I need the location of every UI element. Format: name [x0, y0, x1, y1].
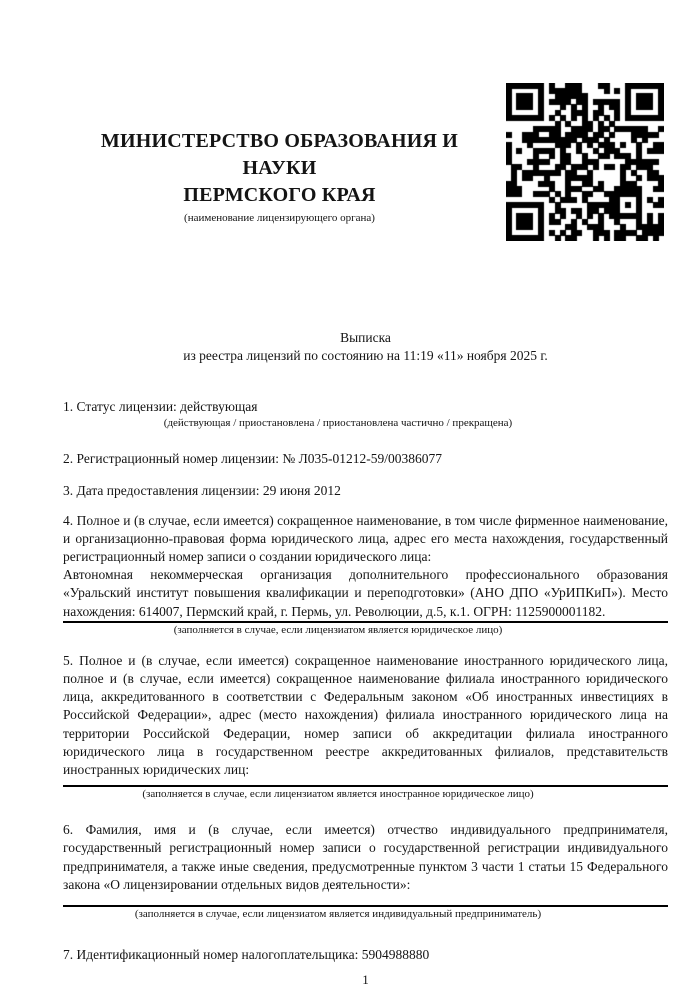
page-number: 1 — [362, 972, 369, 988]
item-5-foreign-entity-section — [63, 652, 668, 802]
item-5-caption: (заполняется в случае, если лицензиатом является иностранное юридическое лицо) — [142, 788, 534, 801]
item-1-license-status: 1. Статус лицензии: действующая — [63, 399, 258, 414]
item-2-registration-number: 2. Регистрационный номер лицензии: № Л035-01212-59/00386077 — [63, 451, 443, 467]
qr-code — [506, 83, 664, 241]
item-1-status-options-caption: (действующая / приостановлена / приостановлена частично / прекращена) — [163, 417, 513, 430]
item-4-caption: (заполняется в случае, если лицензиатом является юридическое лицо) — [173, 623, 503, 636]
document-title-block — [63, 329, 668, 365]
item-7-taxpayer-number: 7. Идентификационный номер налогоплательщика: 5904988880 — [63, 947, 430, 963]
authority-caption: (наименование лицензирующего органа) — [184, 212, 375, 224]
item-6-caption: (заполняется в случае, если лицензиатом является индивидуальный предприниматель) — [134, 908, 542, 921]
item-6-blank-answer — [63, 894, 668, 905]
item-4-question: 4. Полное и (в случае, если имеется) сокращенное наименование, в том числе фирменное наименование, и организационно-правовая форма юридического лица, адрес его места нахождения, государственный регистрационный номер записи о создании юридического лица: — [63, 512, 668, 565]
item-3-grant-date: 3. Дата предоставления лицензии: 29 июня 2012 — [63, 483, 341, 499]
item-6-question: 6. Фамилия, имя и (в случае, если имеется) отчество индивидуального предпринимателя, государственный регистрационный номер записи о государственной регистрации индивидуального предпринимателя, а также иные сведения, предусмотренные пунктом 3 части 1 статьи 15 Федерального закона «О лицензировании отдельных видов деятельности»: — [63, 822, 668, 892]
authority-name-line1: МИНИСТЕРСТВО ОБРАЗОВАНИЯ И НАУКИ — [100, 130, 459, 179]
document-subtitle: из реестра лицензий по состоянию на 11:19 «11» ноября 2025 г. — [183, 348, 548, 363]
qr-code-container — [506, 83, 664, 241]
item-4-legal-entity-section — [63, 512, 668, 638]
item-4-answer: Автономная некоммерческая организация дополнительного профессионального образования «Уральский институт повышения квалификации и переподготовки» (АНО ДПО «УрИПКиП»). Место нахождения: 614007, Пермский край, г. Пермь, ул. Революции, д.5, к.1. ОГРН: 1125900001182. — [63, 567, 668, 619]
licensing-authority-header — [63, 0, 496, 226]
authority-name-line2: ПЕРМСКОГО КРАЯ — [183, 184, 376, 206]
item-5-question: 5. Полное и (в случае, если имеется) сокращенное наименование иностранного юридического лица, полное и (в случае, если имеется) сокращенное наименование филиала иностранного юридического лица, аккредитованного в соответствии с Федеральным законом «Об иностранных инвестициях в Российской Федерации», адрес (место нахождения) филиала иностранного юридического лица на территории Российской Федерации, номер записи об аккредитации филиала иностранного юридического лица в государственном реестре аккредитованных филиалов, представительств иностранных юридических лиц: — [63, 652, 668, 778]
item-6-entrepreneur-section — [63, 821, 668, 922]
document-title: Выписка — [340, 330, 391, 345]
